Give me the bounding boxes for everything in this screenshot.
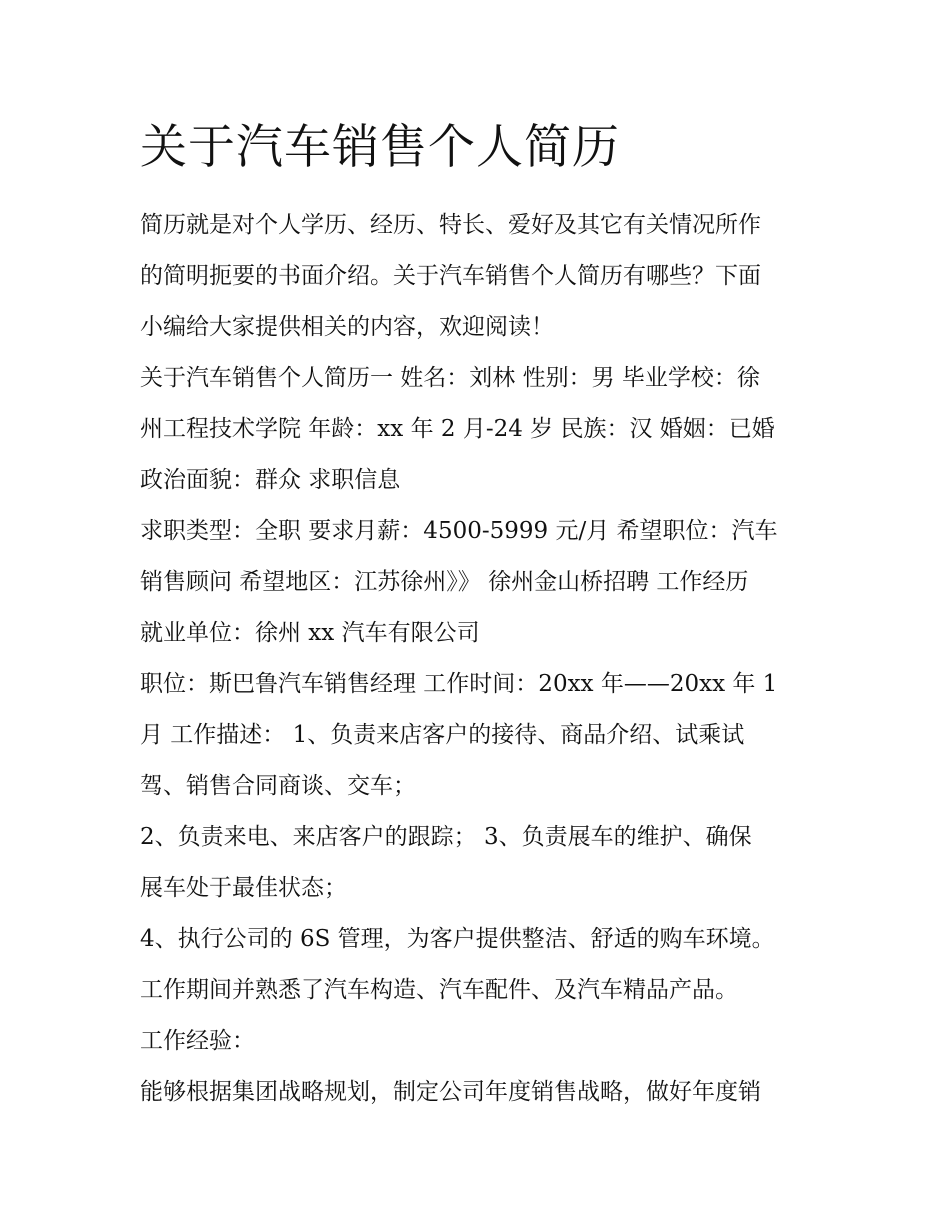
- body-line: 简历就是对个人学历、经历、特长、爱好及其它有关情况所作: [140, 212, 761, 238]
- body-line: 4、执行公司的 6S 管理，为客户提供整洁、舒适的购车环境。: [140, 926, 775, 952]
- document-title: 关于汽车销售个人简历: [140, 120, 620, 175]
- body-line: 就业单位：徐州 xx 汽车有限公司: [140, 620, 480, 646]
- body-line: 小编给大家提供相关的内容，欢迎阅读！: [140, 314, 554, 340]
- body-line: 2、负责来电、来店客户的跟踪； 3、负责展车的维护、确保: [140, 824, 752, 850]
- body-line: 工作期间并熟悉了汽车构造、汽车配件、及汽车精品产品。: [140, 977, 738, 1003]
- body-line: 职位：斯巴鲁汽车销售经理 工作时间：20xx 年——20xx 年 1: [140, 671, 778, 697]
- document-page: [140, 108, 820, 1118]
- document-body: [140, 200, 820, 1118]
- body-line: 工作经验：: [140, 1028, 255, 1054]
- body-line: 政治面貌：群众 求职信息: [140, 467, 401, 493]
- body-line: 求职类型：全职 要求月薪：4500-5999 元/月 希望职位：汽车: [140, 518, 778, 544]
- body-line: 销售顾问 希望地区：江苏徐州》》 徐州金山桥招聘 工作经历: [140, 569, 749, 595]
- body-line: 月 工作描述： 1、负责来店客户的接待、商品介绍、试乘试: [140, 722, 745, 748]
- body-line: 驾、销售合同商谈、交车；: [140, 773, 416, 799]
- body-line: 展车处于最佳状态；: [140, 875, 347, 901]
- body-line: 的简明扼要的书面介绍。关于汽车销售个人简历有哪些？下面: [140, 263, 761, 289]
- body-line: 关于汽车销售个人简历一 姓名：刘林 性别：男 毕业学校：徐: [140, 365, 760, 391]
- body-line: 州工程技术学院 年龄：xx 年 2 月-24 岁 民族：汉 婚姻：已婚: [140, 416, 775, 442]
- body-line: 能够根据集团战略规划，制定公司年度销售战略，做好年度销: [140, 1079, 761, 1105]
